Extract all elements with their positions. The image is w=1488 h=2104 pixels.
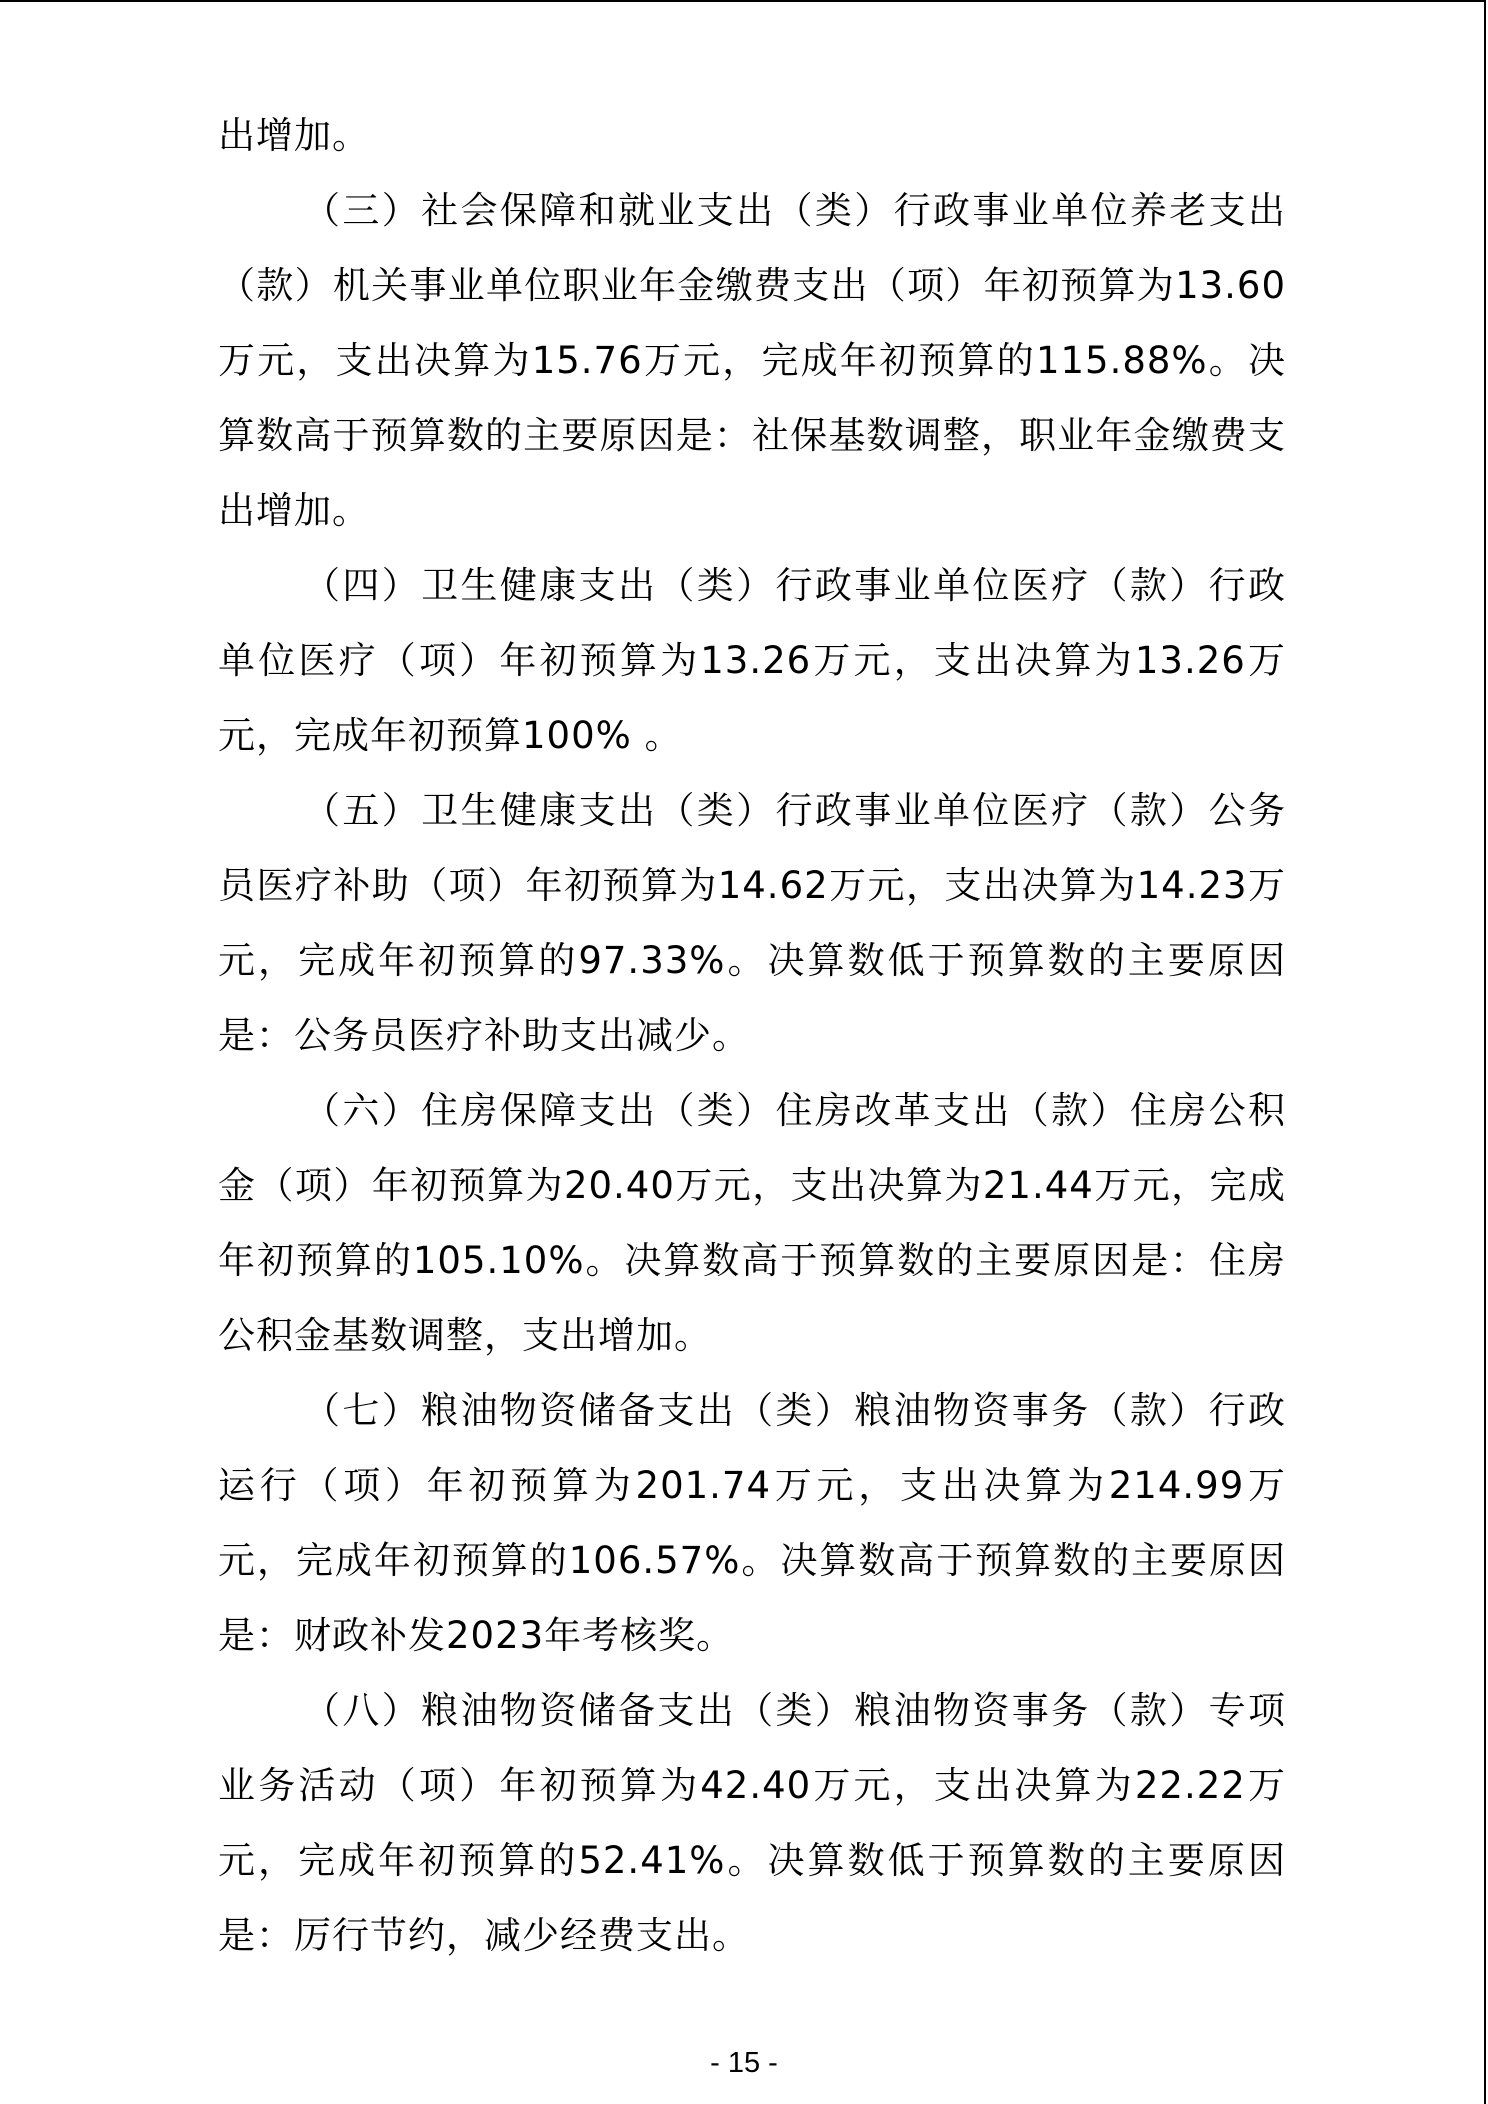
paragraph-item-8: （八）粮油物资储备支出（类）粮油物资事务（款）专项业务活动（项）年初预算为42.40万元，支出决算为22.22万元，完成年初预算的52.41%。决算数低于预算数的主要原因是：厉行节约，减少经费支出。 — [218, 1689, 1286, 1957]
paragraph-item-7: （七）粮油物资储备支出（类）粮油物资事务（款）行政运行（项）年初预算为201.74万元，支出决算为214.99万元，完成年初预算的106.57%。决算数高于预算数的主要原因是：财政补发2023年考核奖。 — [218, 1389, 1286, 1657]
document-body — [218, 98, 1286, 1973]
paragraph-item-4: （四）卫生健康支出（类）行政事业单位医疗（款）行政单位医疗（项）年初预算为13.26万元，支出决算为13.26万元，完成年初预算100% 。 — [218, 564, 1286, 757]
paragraph-continuation: 出增加。 — [218, 114, 370, 157]
paragraph-item-5: （五）卫生健康支出（类）行政事业单位医疗（款）公务员医疗补助（项）年初预算为14.62万元，支出决算为14.23万元，完成年初预算的97.33%。决算数低于预算数的主要原因是：公务员医疗补助支出减少。 — [218, 789, 1286, 1057]
paragraph-item-6: （六）住房保障支出（类）住房改革支出（款）住房公积金（项）年初预算为20.40万元，支出决算为21.44万元，完成年初预算的105.10%。决算数高于预算数的主要原因是：住房公积金基数调整，支出增加。 — [218, 1089, 1286, 1357]
paragraph-item-3: （三）社会保障和就业支出（类）行政事业单位养老支出（款）机关事业单位职业年金缴费支出（项）年初预算为13.60万元，支出决算为15.76万元，完成年初预算的115.88%。决算数高于预算数的主要原因是：社保基数调整，职业年金缴费支出增加。 — [218, 189, 1286, 532]
page-number: - 15 - — [710, 2047, 778, 2079]
